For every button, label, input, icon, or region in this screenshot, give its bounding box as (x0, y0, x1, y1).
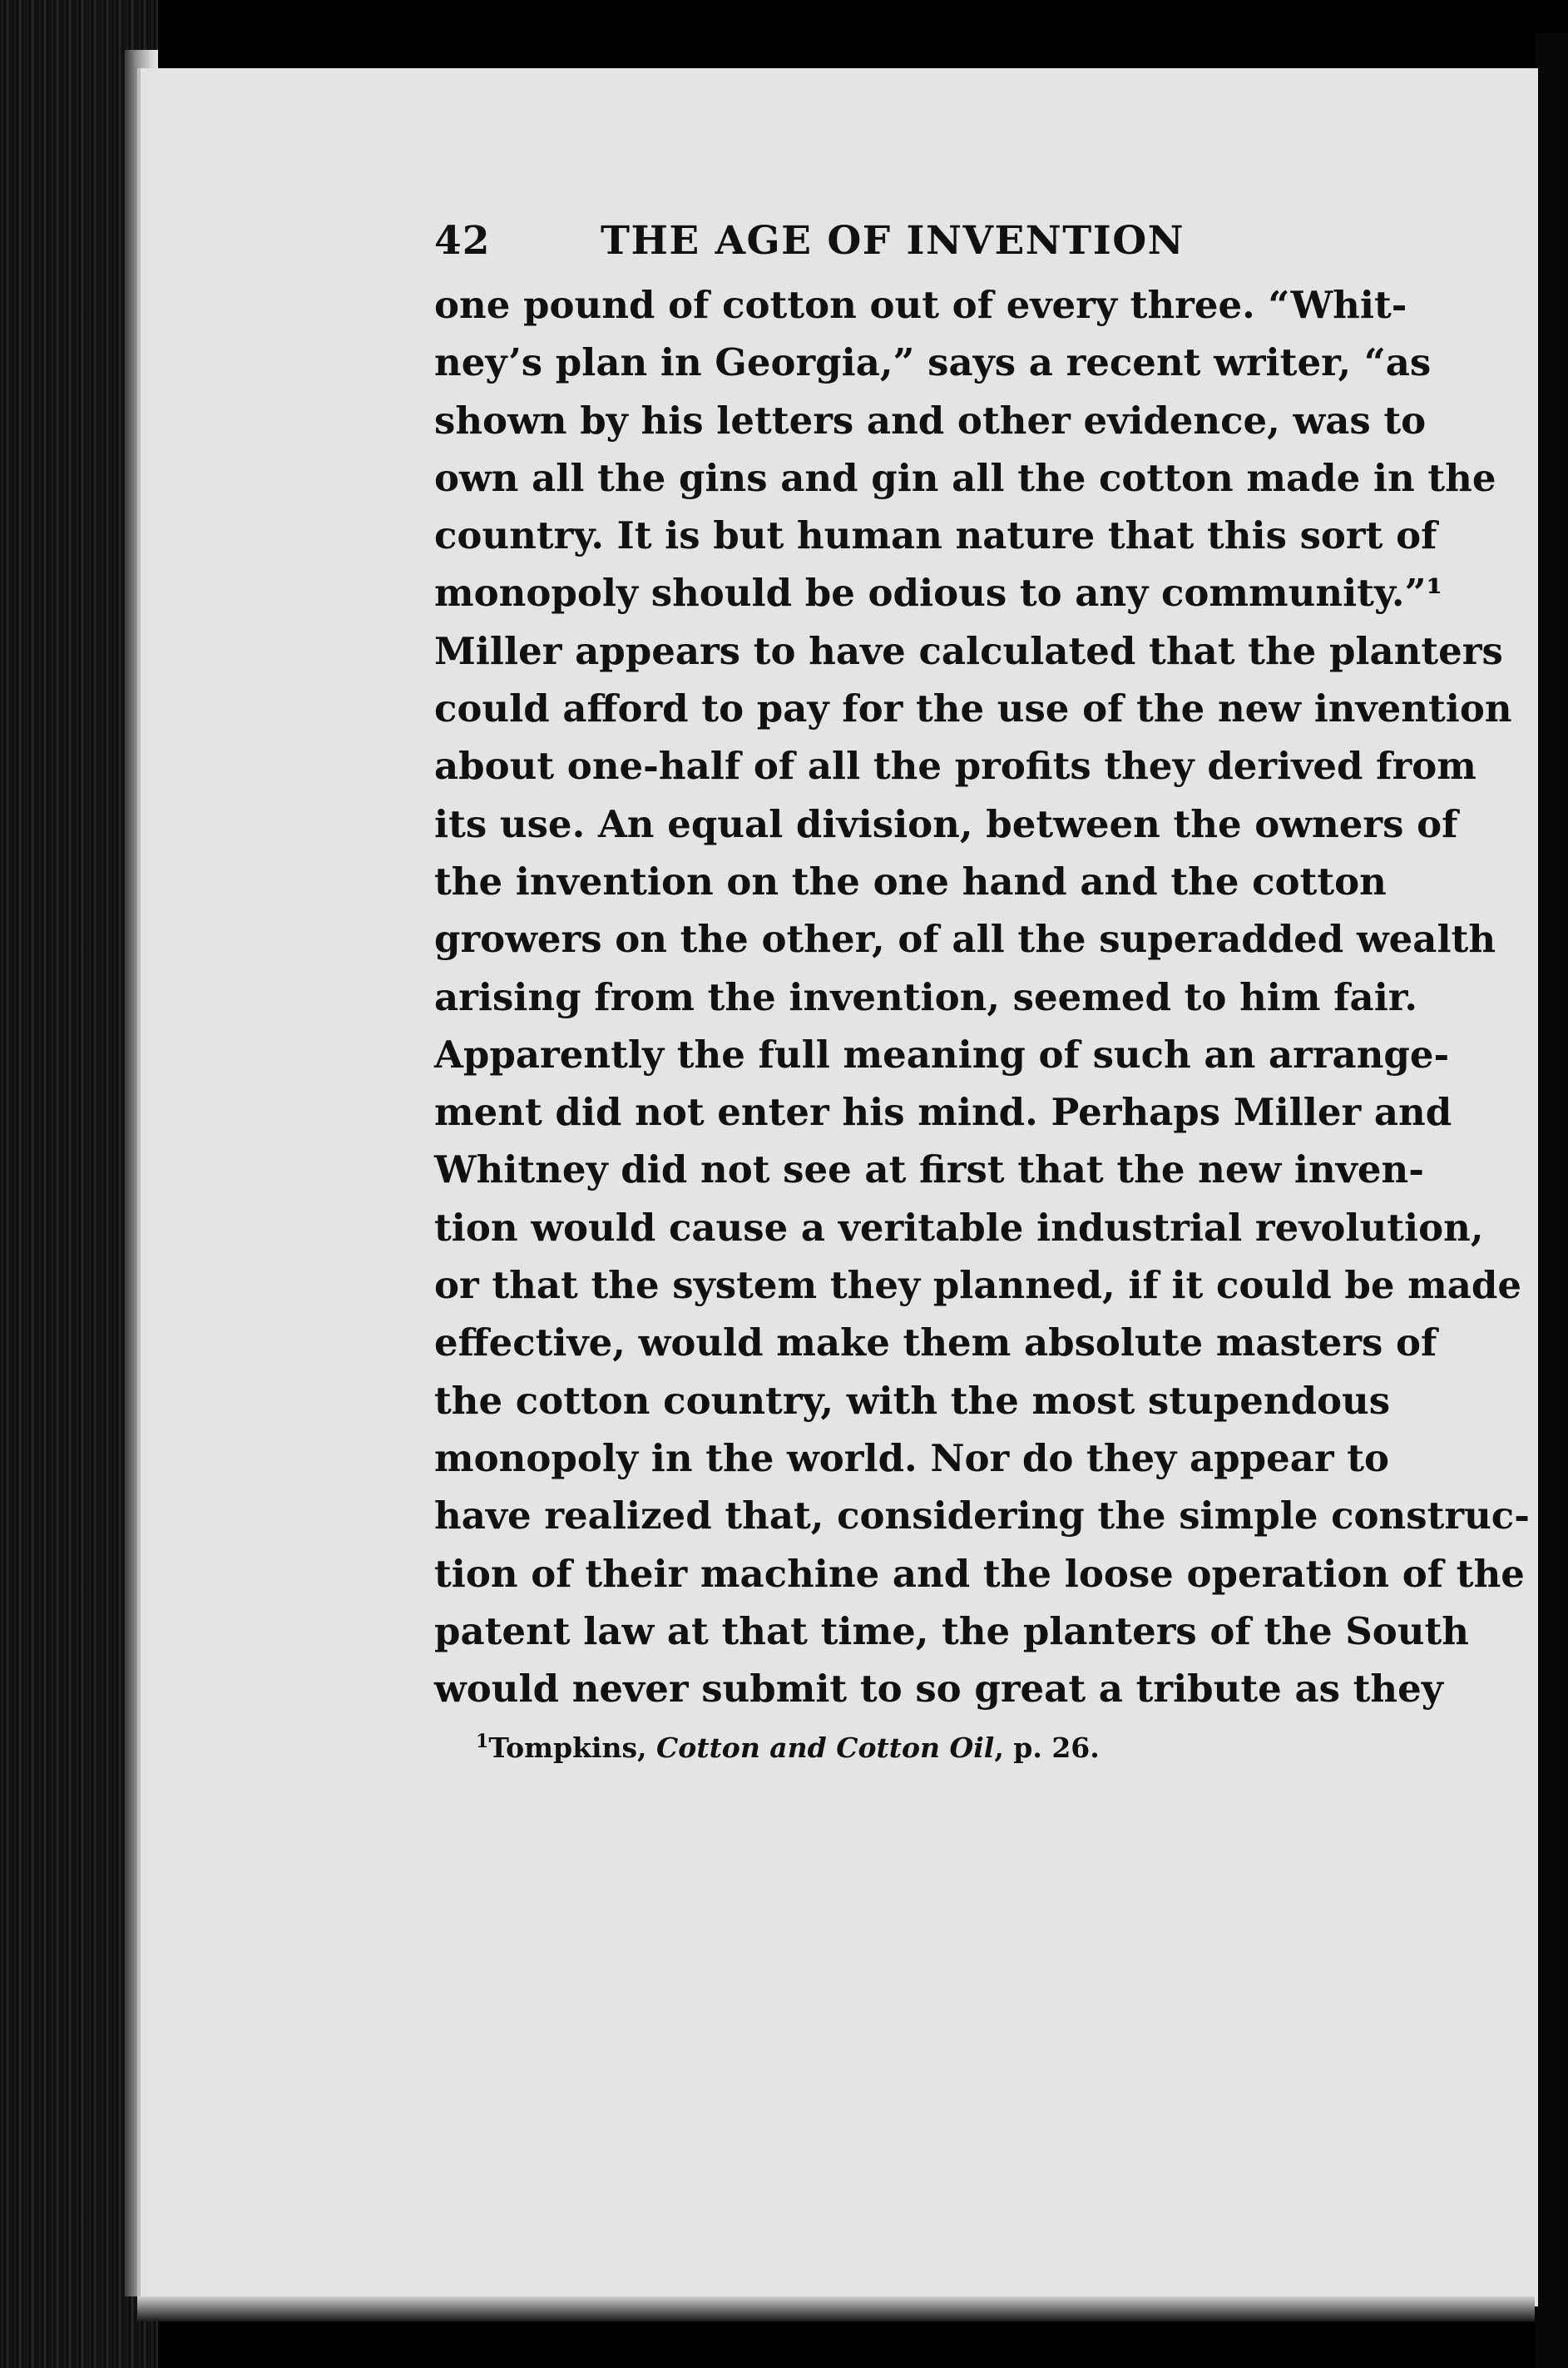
body-line: effective, would make them absolute masters of (434, 1320, 1437, 1365)
body-line: the cotton country, with the most stupendous (434, 1378, 1391, 1423)
body-line: monopoly should be odious to any community.”¹ (434, 571, 1443, 616)
footnote-work-title: Cotton and Cotton Oil (656, 1731, 995, 1765)
body-line: have realized that, considering the simple construc- (434, 1494, 1530, 1538)
body-line: would never submit to so great a tribute as they (434, 1667, 1443, 1712)
body-line: monopoly in the world. Nor do they appear to (434, 1435, 1390, 1480)
body-line: tion of their machine and the loose operation of the (434, 1551, 1525, 1596)
body-line: ney’s plan in Georgia,” says a recent writer, “as (434, 340, 1432, 385)
footnote-marker: 1 (476, 1731, 489, 1753)
body-line: Apparently the full meaning of such an arrange- (434, 1032, 1450, 1077)
page-bottom-edge (137, 2296, 1535, 2321)
page-text-block (434, 218, 1530, 1765)
running-head (434, 218, 1378, 276)
body-line: arising from the invention, seemed to him fair. (434, 974, 1418, 1019)
body-line: tion would cause a veritable industrial revolution, (434, 1205, 1484, 1250)
body-line: patent law at that time, the planters of the South (434, 1608, 1469, 1653)
running-head-title: THE AGE OF INVENTION (601, 218, 1185, 264)
body-text (434, 276, 1530, 1717)
body-line: Whitney did not see at first that the new inven- (434, 1147, 1424, 1192)
footnote (476, 1731, 1378, 1764)
scan-right-edge (1535, 33, 1568, 2368)
body-line: about one-half of all the profits they derived from (434, 744, 1476, 789)
footnote-page-ref: , p. 26. (994, 1731, 1100, 1765)
body-line: growers on the other, of all the superadded wealth (434, 917, 1496, 962)
body-line: could afford to pay for the use of the new invention (434, 686, 1512, 731)
body-line: country. It is but human nature that this sort of (434, 513, 1437, 558)
page-number: 42 (434, 218, 491, 264)
body-line: Miller appears to have calculated that the planters (434, 628, 1503, 673)
body-line: ment did not enter his mind. Perhaps Miller and (434, 1090, 1452, 1135)
body-line: its use. An equal division, between the owners of (434, 801, 1458, 846)
footnote-author: Tompkins, (488, 1731, 657, 1765)
body-line: shown by his letters and other evidence, was to (434, 398, 1427, 443)
body-line: own all the gins and gin all the cotton made in the (434, 455, 1496, 500)
body-line: or that the system they planned, if it could be made (434, 1263, 1521, 1308)
body-line: the invention on the one hand and the cotton (434, 859, 1387, 904)
body-line: one pound of cotton out of every three. “Whit- (434, 283, 1407, 327)
